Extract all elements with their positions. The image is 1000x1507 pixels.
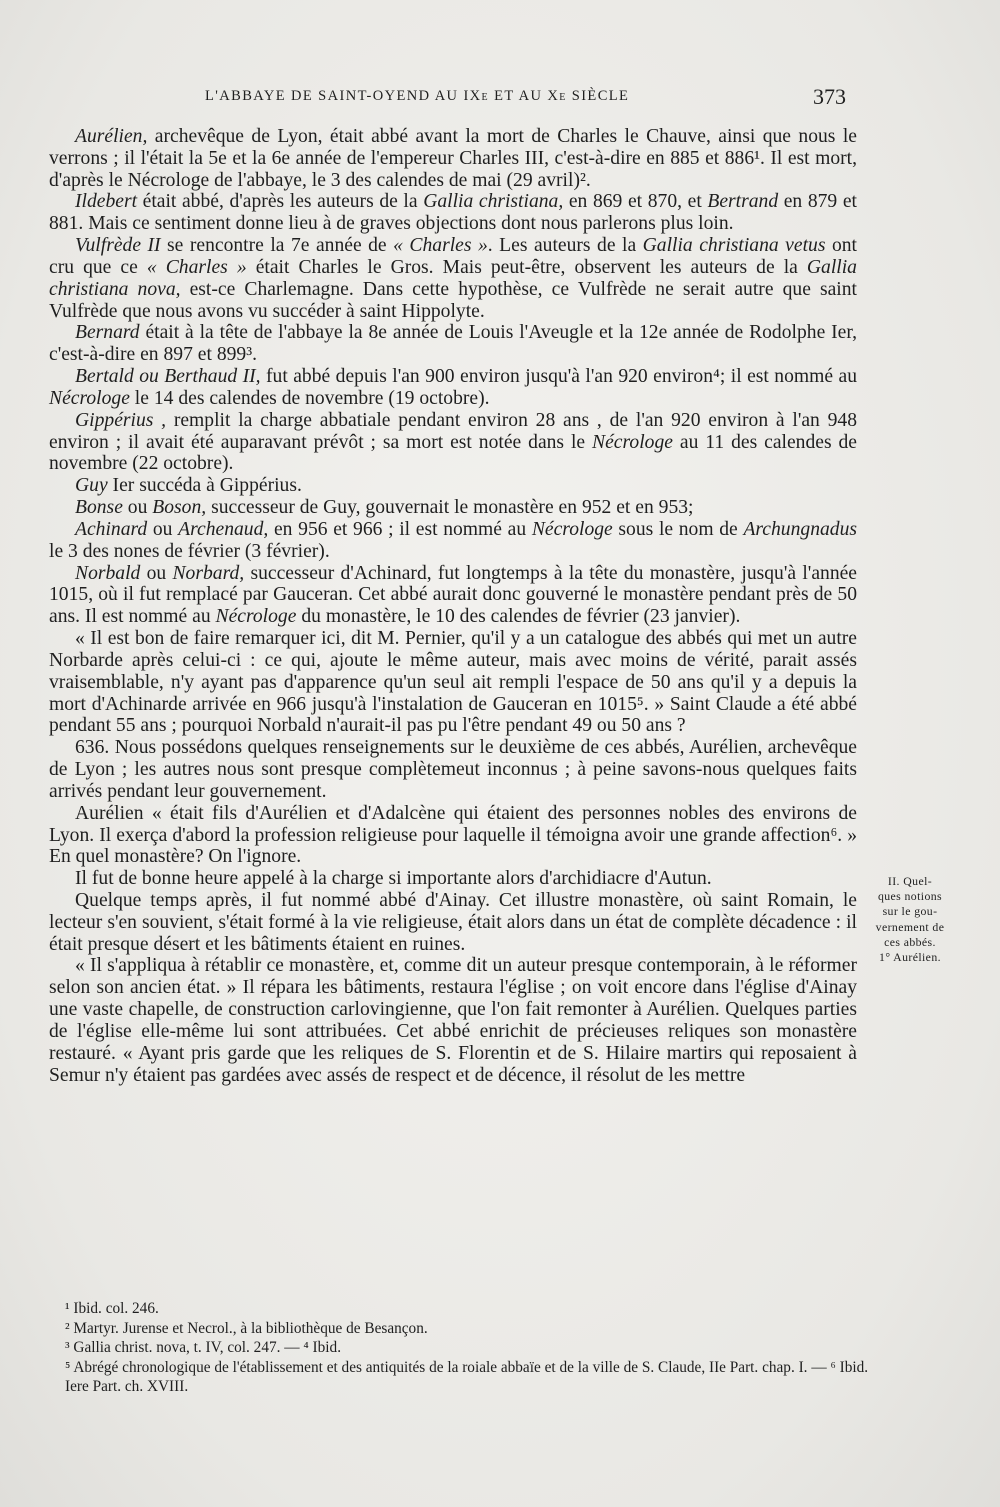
- footnote: ¹ Ibid. col. 246.: [65, 1300, 159, 1317]
- paragraph-bonse: Bonse ou Boson, successeur de Guy, gouvernait le monastère en 952 et en 953;: [75, 497, 694, 519]
- running-head: [0, 84, 1000, 114]
- margin-note-line: vernement de: [875, 919, 945, 934]
- paragraph-bernard: Bernard était à la tête de l'abbaye la 8e année de Louis l'Aveugle et la 12e année de Rodolphe Ier, c'est-à-dire en 897 et 899³.: [49, 322, 857, 366]
- margin-note-line: ques notions: [877, 889, 943, 904]
- page-number: 373: [813, 84, 846, 109]
- paragraph-guy: Guy Ier succéda à Gippérius.: [75, 475, 302, 497]
- margin-note: [862, 874, 958, 965]
- footnote: ² Martyr. Jurense et Necrol., à la bibliothèque de Besançon.: [65, 1319, 428, 1337]
- paragraph-ildebert: Ildebert était abbé, d'après les auteurs de la Gallia christiana, en 869 et 870, et Bertrand en 879 et 881. Mais ce sentiment donne lieu à de graves objections dont nous parlerons plus loin.: [49, 191, 857, 235]
- paragraph-gipperius: Gippérius , remplit la charge abbatiale pendant environ 28 ans , de l'an 920 environ à l'an 948 environ ; il avait été auparavant prévôt ; sa mort est notée dans le Nécrologe au 11 des calendes de novembre (22 octobre).: [49, 409, 858, 475]
- paragraph-636: 636. Nous possédons quelques renseignements sur le deuxième de ces abbés, Aurélien, archevêque de Lyon ; les autres nous sont presque complètemeut inconnus ; à peine savons-nous quelques faits arrivés pendant leur gouvernement.: [49, 737, 857, 802]
- paragraph-achinard: Achinard ou Archenaud, en 956 et 966 ; il est nommé au Nécrologe sous le nom de Archungnadus le 3 des nones de février (3 février).: [49, 518, 858, 562]
- paragraph-aurelien: Aurélien, archevêque de Lyon, était abbé avant la mort de Charles le Chauve, ainsi que nous le verrons ; il l'était la 5e et la 6e année de l'empereur Charles III, c'est-à-dire en 885 et 886¹. Il est mort, d'après le Nécrologe de l'abbaye, le 3 des calendes de mai (29 avril)².: [49, 126, 857, 191]
- paragraph-archidiacre: Il fut de bonne heure appelé à la charge si importante alors d'archidiacre d'Autun.: [75, 868, 712, 890]
- paragraph-pernier-quote: « Il est bon de faire remarquer ici, dit M. Pernier, qu'il y a un catalogue des abbés qui met un autre Norbarde après celui-ci : ce qui, ajoute le même auteur, mais avec moins de vérité, parait assés vraisemblable, n'y ayant pas d'apparence qu'un seul ait rempli l'espace de 50 ans qu'il y a depuis la mort d'Achinarde arrivée en 966 jusqu'à l'instalation de Gauceran en 1015⁵. » Saint Claude a été abbé pendant 55 ans ; pourquoi Norbald n'aurait-il pas pu l'être pendant 49 ou 50 ans ?: [49, 628, 857, 737]
- paragraph-vulfrede: Vulfrède II se rencontre la 7e année de « Charles ». Les auteurs de la Gallia christiana vetus ont cru que ce « Charles » était Charles le Gros. Mais peut-être, observent les auteurs de la Gallia christiana nova, est-ce Charlemagne. Dans cette hypothèse, ce Vulfrède ne serait autre que saint Vulfrède que nous avons vu succéder à saint Hippolyte.: [49, 235, 857, 322]
- margin-note-line: ces abbés.: [884, 934, 936, 949]
- margin-note-line: sur le gou-: [882, 904, 938, 919]
- footnotes: [49, 1299, 869, 1397]
- paragraph-aurelien-origins: Aurélien « était fils d'Aurélien et d'Adalcène qui étaient des personnes nobles des environs de Lyon. Il exerça d'abord la profession religieuse pour laquelle il témoigna avoir une grande affection⁶. » En quel monastère? On l'ignore.: [49, 802, 857, 868]
- footnote: ⁵ Abrégé chronologique de l'établissement et des antiquités de la roiale abbaïe et de la ville de S. Claude, IIe Part. chap. I. — ⁶ Ibid. Iere Part. ch. XVIII.: [65, 1358, 869, 1395]
- running-head-title: L'ABBAYE DE SAINT-OYEND AU IXe ET AU Xe SIÈCLE: [205, 88, 630, 104]
- margin-note-line: II. Quel-: [887, 874, 933, 888]
- paragraph-ainay: Quelque temps après, il fut nommé abbé d'Ainay. Cet illustre monastère, où saint Romain, le lecteur s'en souvient, s'était formé à la vie religieuse, était alors dans un état de complète décadence : il était presque désert et les bâtiments étaient en ruines.: [49, 889, 857, 955]
- margin-note-line: 1° Aurélien.: [879, 950, 941, 965]
- paragraph-reliques: « Il s'appliqua à rétablir ce monastère, et, comme dit un auteur presque contemporain, à le réformer selon son ancien état. » Il répara les bâtiments, restaura l'église ; on voit encore dans l'église d'Ainay une vaste chapelle, de construction carlovingienne, que l'on fait remonter à Aurélien. Quelques parties de l'église elle-même lui sont attribuées. Cet abbé enrichit de précieuses reliques son monastère restauré. « Ayant pris garde que les reliques de S. Florentin et de S. Hilaire martirs qui reposaient à Semur n'y étaient pas gardées avec assés de respect et de décence, il résolut de les mettre: [49, 955, 857, 1086]
- footnote: ³ Gallia christ. nova, t. IV, col. 247. — ⁴ Ibid.: [65, 1339, 342, 1356]
- main-text: [49, 126, 857, 1086]
- paragraph-bertald: Bertald ou Berthaud II, fut abbé depuis l'an 900 environ jusqu'à l'an 920 environ⁴; il est nommé au Nécrologe le 14 des calendes de novembre (19 octobre).: [49, 366, 857, 409]
- paragraph-norbald: Norbald ou Norbard, successeur d'Achinard, fut longtemps à la tête du monastère, jusqu'à l'année 1015, où il fut remplacé par Gauceran. Cet abbé aurait donc gouverné le monastère pendant près de 50 ans. Il est nommé au Nécrologe du monastère, le 10 des calendes de février (23 janvier).: [49, 562, 858, 628]
